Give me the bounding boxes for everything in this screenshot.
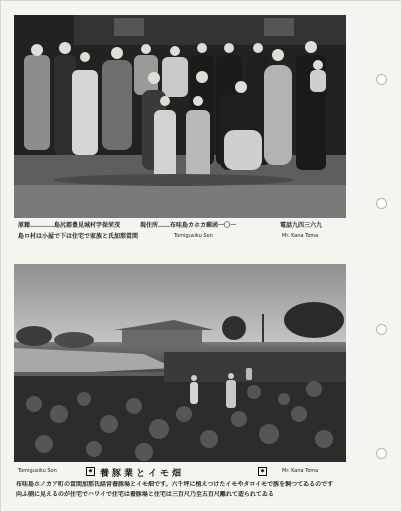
photo2-title: 養豚業とイモ畑 bbox=[100, 469, 185, 479]
photo2-caption-name: Mr. Kana Toma bbox=[282, 468, 319, 474]
binder-hole-lower bbox=[376, 324, 387, 335]
photo1-caption-phone: 電話九四三六九 bbox=[280, 222, 323, 229]
binder-hole-bottom bbox=[376, 448, 387, 459]
binder-hole-top bbox=[376, 74, 387, 85]
title-ornament-left-icon: ◆ bbox=[86, 467, 95, 476]
photo2-caption-son: Tomigusiku Son bbox=[18, 468, 57, 474]
photo1-caption-origin: 原籍…………島尻郡豊見城村字保栄茂 bbox=[18, 222, 121, 229]
photo1-caption-son: Tomigusiku Son bbox=[174, 233, 213, 239]
photo2-caption-line1: 布哇島ホノカア町の當間加那氏経営養豚場とイモ畑です。六千坪に植えつけたイモやタロイモで豚を飼つてゐるのです bbox=[16, 481, 334, 488]
photo1-caption-description: 島ロ村は小屋で下は住宅で家族と氏加那當間 bbox=[18, 233, 139, 240]
photo2-caption-line2: 向ふ側に見えるのが住宅でハワイで住宅は養豚場と住宅は三百尺乃至五百尺離れて造られてゐる bbox=[16, 491, 274, 498]
family-group-photo bbox=[14, 15, 346, 218]
title-ornament-right-icon: ◆ bbox=[258, 467, 267, 476]
pig-farm-photo bbox=[14, 264, 346, 462]
farm-photo-illustration bbox=[14, 264, 346, 462]
binder-hole-upper bbox=[376, 198, 387, 209]
family-photo-illustration bbox=[14, 15, 346, 218]
photo1-caption-address: 現住所……布哇島カホカ郵函一〇一 bbox=[140, 222, 237, 229]
photo1-caption-name: Mr. Kana Toma bbox=[282, 233, 319, 239]
